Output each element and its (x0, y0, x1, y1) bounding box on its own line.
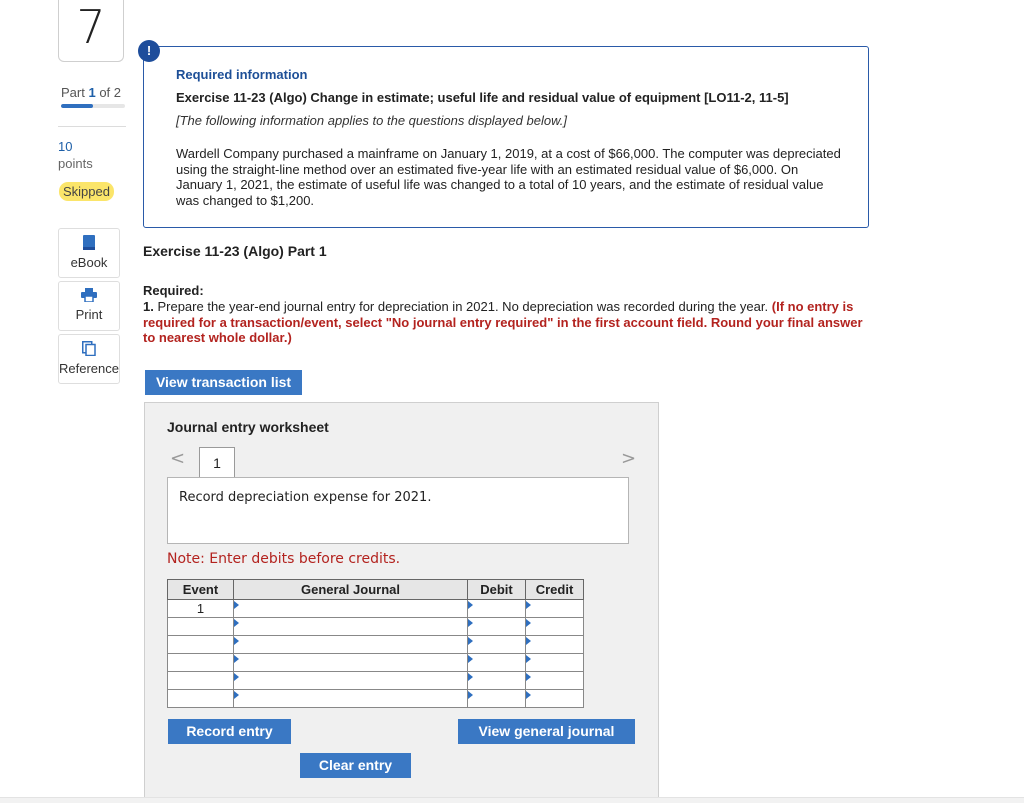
alert-icon: ! (138, 40, 160, 62)
table-row (168, 690, 584, 708)
part-current: 1 (88, 85, 96, 100)
print-icon (59, 288, 119, 305)
dropdown-marker-icon (526, 637, 531, 645)
transaction-description: Record depreciation expense for 2021. (167, 477, 629, 544)
dropdown-marker-icon (468, 619, 473, 627)
account-field[interactable] (234, 636, 468, 654)
account-field[interactable] (234, 600, 468, 618)
dropdown-marker-icon (234, 673, 239, 681)
dropdown-marker-icon (468, 601, 473, 609)
dropdown-marker-icon (468, 691, 473, 699)
exercise-part-title: Exercise 11-23 (Algo) Part 1 (143, 243, 327, 259)
event-cell (168, 636, 234, 654)
table-row (168, 654, 584, 672)
dropdown-marker-icon (526, 601, 531, 609)
print-label: Print (75, 307, 103, 322)
debit-field[interactable] (468, 636, 526, 654)
debit-field[interactable] (468, 618, 526, 636)
worksheet-tab-1[interactable]: 1 (199, 447, 235, 477)
record-entry-button[interactable]: Record entry (168, 719, 291, 744)
dropdown-marker-icon (234, 691, 239, 699)
clear-entry-button[interactable]: Clear entry (300, 753, 411, 778)
dropdown-marker-icon (234, 619, 239, 627)
dropdown-marker-icon (468, 673, 473, 681)
reference-icon (59, 341, 119, 359)
dropdown-marker-icon (234, 637, 239, 645)
part-prefix: Part (61, 85, 85, 100)
required-label: Required: (143, 283, 204, 298)
dropdown-marker-icon (468, 655, 473, 663)
status-badge: Skipped (59, 182, 114, 201)
event-cell (168, 618, 234, 636)
debit-field[interactable] (468, 672, 526, 690)
column-header-credit: Credit (526, 580, 584, 600)
ebook-label: eBook (70, 255, 108, 270)
view-general-journal-button[interactable]: View general journal (458, 719, 635, 744)
debit-field[interactable] (468, 654, 526, 672)
dropdown-marker-icon (526, 619, 531, 627)
credit-field[interactable] (526, 690, 584, 708)
debits-credits-note: Note: Enter debits before credits. (167, 551, 401, 567)
required-question: Prepare the year-end journal entry for depreciation in 2021. No depreciation was recorded during the year. (157, 299, 769, 314)
event-cell (168, 654, 234, 672)
view-transaction-list-button[interactable]: View transaction list (145, 370, 302, 395)
event-cell: 1 (168, 600, 234, 618)
account-field[interactable] (234, 654, 468, 672)
dropdown-marker-icon (468, 637, 473, 645)
reference-label: Reference (59, 361, 119, 376)
info-title: Required information (176, 67, 308, 82)
credit-field[interactable] (526, 672, 584, 690)
worksheet-title: Journal entry worksheet (167, 419, 329, 435)
account-field[interactable] (234, 672, 468, 690)
column-header-debit: Debit (468, 580, 526, 600)
account-field[interactable] (234, 618, 468, 636)
column-header-general-journal: General Journal (234, 580, 468, 600)
print-button[interactable] (58, 281, 120, 331)
dropdown-marker-icon (526, 691, 531, 699)
chevron-left-icon[interactable]: < (170, 448, 186, 469)
part-suffix: of 2 (99, 85, 122, 100)
account-field[interactable] (234, 690, 468, 708)
page-bottom-edge (0, 797, 1024, 803)
table-row (168, 636, 584, 654)
part-indicator (61, 85, 121, 100)
credit-field[interactable] (526, 618, 584, 636)
info-note: [The following information applies to the questions displayed below.] (176, 113, 567, 128)
dropdown-marker-icon (234, 655, 239, 663)
dropdown-marker-icon (526, 673, 531, 681)
credit-field[interactable] (526, 654, 584, 672)
ebook-button[interactable] (58, 228, 120, 278)
dropdown-marker-icon (526, 655, 531, 663)
debit-field[interactable] (468, 600, 526, 618)
points-value: 10 (58, 139, 73, 154)
info-body: Wardell Company purchased a mainframe on January 1, 2019, at a cost of $66,000. The computer was depreciated using the straight-line method over an estimated five-year life with an estimated residual value of $6,000. On January 1, 2021, the estimate of useful life was changed to a total of 10 years, and the estimate of residual value was changed to $1,200. (176, 146, 841, 208)
points-label: points (58, 156, 93, 171)
part-progress-fill (61, 104, 93, 108)
sidebar-divider (58, 126, 126, 127)
book-icon (59, 235, 119, 253)
table-row (168, 672, 584, 690)
debit-field[interactable] (468, 690, 526, 708)
info-exercise-title: Exercise 11-23 (Algo) Change in estimate; useful life and residual value of equipment [LO11-2, 11-5] (176, 90, 789, 105)
credit-field[interactable] (526, 636, 584, 654)
credit-field[interactable] (526, 600, 584, 618)
column-header-event: Event (168, 580, 234, 600)
required-number: 1. (143, 299, 154, 314)
part-progress-bar (61, 104, 125, 108)
table-row (168, 618, 584, 636)
table-row (168, 600, 584, 618)
reference-button[interactable] (58, 334, 120, 384)
dropdown-marker-icon (234, 601, 239, 609)
chevron-right-icon[interactable]: > (621, 448, 637, 469)
event-cell (168, 672, 234, 690)
required-instruction: (If no entry is required for a transaction/event, select "No journal entry required" in the first account field. Round your final answer to nearest whole dollar.) (143, 299, 863, 345)
event-cell (168, 690, 234, 708)
journal-table (167, 579, 584, 708)
question-number: 7 (58, 0, 124, 62)
required-text (143, 299, 863, 346)
